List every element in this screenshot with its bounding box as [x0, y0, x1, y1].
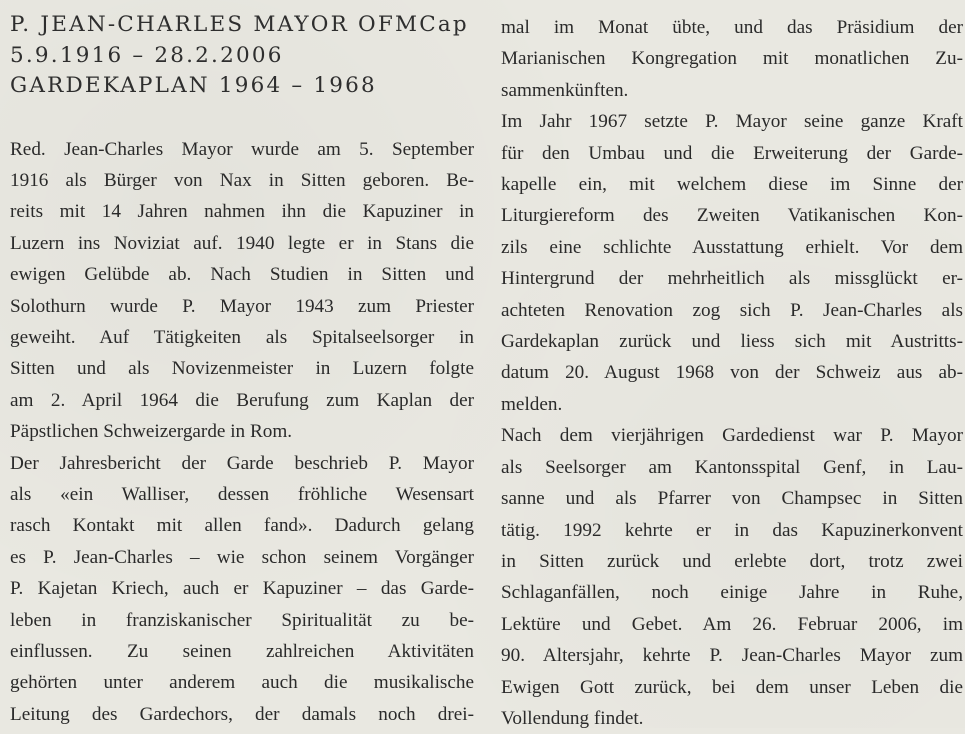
text-line: rasch Kontakt mit allen fand». Dadurch gelang	[10, 515, 474, 537]
heading-dates: 5.9.1916 – 28.2.2006	[10, 42, 284, 68]
text-line: 90. Altersjahr, kehrte P. Jean-Charles Mayor zum	[501, 645, 963, 667]
text-line: Nach dem vierjährigen Gardedienst war P. Mayor	[501, 425, 963, 447]
text-line: melden.	[501, 393, 563, 415]
text-line: datum 20. August 1968 von der Schweiz aus ab-	[501, 362, 963, 384]
text-line: Der Jahresbericht der Garde beschrieb P. Mayor	[10, 452, 474, 474]
heading-name: P. JEAN-CHARLES MAYOR OFMCap	[10, 12, 469, 37]
text-line: zils eine schlichte Ausstattung erhielt. Vor dem	[501, 236, 963, 258]
obituary-heading	[10, 10, 474, 102]
text-line: Red. Jean-Charles Mayor wurde am 5. September	[10, 138, 474, 160]
text-line: als «ein Walliser, dessen fröhliche Wesensart	[10, 483, 474, 505]
left-paragraph-1	[10, 134, 474, 448]
text-line: Hintergrund der mehrheitlich als missglückt er-	[501, 268, 963, 290]
text-line: sammenkünften.	[501, 79, 629, 101]
text-line: Sitten und als Novizenmeister in Luzern folgte	[10, 358, 474, 380]
text-line: sanne und als Pfarrer von Champsec in Sitten	[501, 488, 963, 510]
text-line: Gardekaplan zurück und liess sich mit Austritts-	[501, 331, 963, 353]
text-line: Solothurn wurde P. Mayor 1943 zum Priester	[10, 295, 474, 317]
text-line: als Seelsorger am Kantonsspital Genf, in Lau-	[501, 456, 963, 478]
text-line: Ewigen Gott zurück, bei dem unser Leben die	[501, 676, 963, 698]
text-line: Im Jahr 1967 setzte P. Mayor seine ganze Kraft	[501, 111, 963, 133]
text-line: einflussen. Zu seinen zahlreichen Aktivitäten	[10, 641, 474, 662]
text-line: 1916 als Bürger von Nax in Sitten geboren. Be-	[10, 169, 474, 191]
right-paragraph-2	[501, 106, 963, 420]
text-line: Leitung des Gardechors, der damals noch drei-	[10, 703, 474, 725]
text-line: kapelle ein, mit welchem diese im Sinne der	[501, 174, 963, 196]
text-line: achteten Renovation zog sich P. Jean-Charles als	[501, 299, 963, 321]
text-line: Lektüre und Gebet. Am 26. Februar 2006, im	[501, 613, 963, 635]
text-line: tätig. 1992 kehrte er in das Kapuzinerkonvent	[501, 519, 963, 541]
text-line: gehörten unter anderem auch die musikalische	[10, 672, 474, 694]
text-line: Päpstlichen Schweizergarde in Rom.	[10, 421, 293, 443]
text-line: Schlaganfällen, noch einige Jahre in Ruhe,	[501, 582, 963, 604]
text-line: ewigen Gelübde ab. Nach Studien in Sitten und	[10, 264, 474, 286]
text-line: reits mit 14 Jahren nahmen ihn die Kapuziner in	[10, 201, 474, 223]
text-line: am 2. April 1964 die Berufung zum Kaplan der	[10, 389, 474, 411]
text-line: Vollendung findet.	[501, 707, 644, 729]
right-column	[501, 0, 963, 734]
text-line: Liturgiereform des Zweiten Vatikanischen Kon-	[501, 205, 963, 227]
text-line: in Sitten zurück und erlebte dort, trotz zwei	[501, 550, 963, 572]
text-line: es P. Jean-Charles – wie schon seinem Vorgänger	[10, 546, 474, 568]
text-line: P. Kajetan Kriech, auch er Kapuziner – das Garde-	[10, 578, 474, 600]
heading-role: GARDEKAPLAN 1964 – 1968	[10, 73, 377, 98]
right-paragraph-1	[501, 12, 963, 106]
text-line: Luzern ins Noviziat auf. 1940 legte er in Stans die	[10, 232, 474, 254]
text-line: Marianischen Kongregation mit monatlichen Zu-	[501, 48, 963, 70]
left-column	[10, 0, 474, 730]
text-line: für den Umbau und die Erweiterung der Garde-	[501, 142, 963, 164]
text-line: mal im Monat übte, und das Präsidium der	[501, 17, 963, 38]
left-paragraph-2	[10, 448, 474, 731]
text-line: geweiht. Auf Tätigkeiten als Spitalseelsorger in	[10, 326, 474, 348]
text-line: leben in franziskanischer Spiritualität zu be-	[10, 609, 474, 631]
right-paragraph-3	[501, 420, 963, 734]
